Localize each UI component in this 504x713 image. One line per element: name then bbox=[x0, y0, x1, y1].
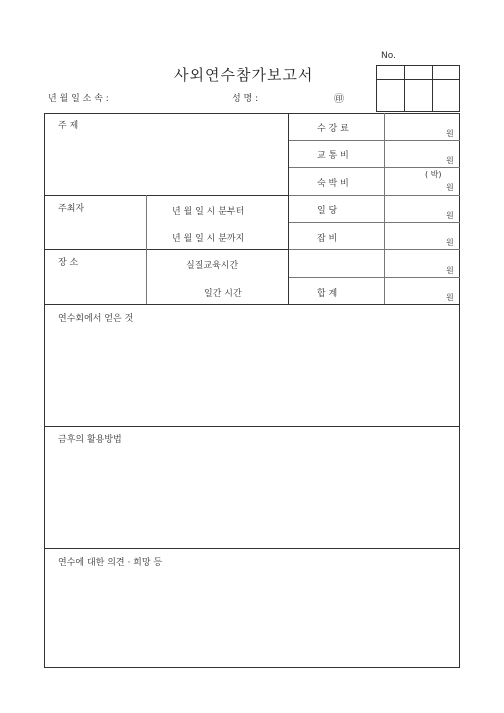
header-date-department: 년 월 일 소 속 : bbox=[48, 94, 109, 104]
won-unit-tuition: 원 bbox=[446, 129, 454, 138]
label-future-usage: 금후의 활용방법 bbox=[58, 435, 122, 445]
label-tuition: 수 강 료 bbox=[317, 124, 349, 134]
page-title: 사외연수참가보고서 bbox=[174, 66, 314, 84]
won-unit-total: 원 bbox=[446, 293, 454, 302]
training-hours-label: 실질교육시간 bbox=[186, 261, 239, 271]
nights-label: ( 박) bbox=[425, 170, 442, 179]
label-topic: 주 제 bbox=[58, 121, 79, 131]
date-to: 년 월 일 시 분까지 bbox=[172, 234, 245, 244]
won-unit-daily: 원 bbox=[446, 211, 454, 220]
label-misc: 잡 비 bbox=[317, 234, 338, 244]
label-daily-allowance: 일 당 bbox=[317, 206, 338, 216]
won-unit-blank: 원 bbox=[446, 266, 454, 275]
won-unit-misc: 원 bbox=[446, 238, 454, 247]
label-organizer: 주최자 bbox=[58, 204, 85, 214]
no-label: No. bbox=[381, 51, 396, 61]
label-lodging: 숙 박 비 bbox=[317, 179, 349, 189]
label-gained: 연수회에서 얻은 것 bbox=[58, 314, 134, 324]
seal-mark: ㊞ bbox=[334, 94, 344, 105]
days-hours: 일간 시간 bbox=[204, 289, 242, 299]
date-from: 년 월 일 시 분부터 bbox=[172, 207, 245, 217]
won-unit-transport: 원 bbox=[446, 156, 454, 165]
label-transport: 교 통 비 bbox=[317, 151, 349, 161]
label-total: 합 계 bbox=[317, 289, 338, 299]
won-unit-lodging: 원 bbox=[446, 183, 454, 192]
label-opinion: 연수에 대한 의견 · 희망 등 bbox=[58, 558, 163, 568]
label-place: 장 소 bbox=[58, 258, 79, 268]
header-name: 성 명 : bbox=[232, 94, 259, 104]
